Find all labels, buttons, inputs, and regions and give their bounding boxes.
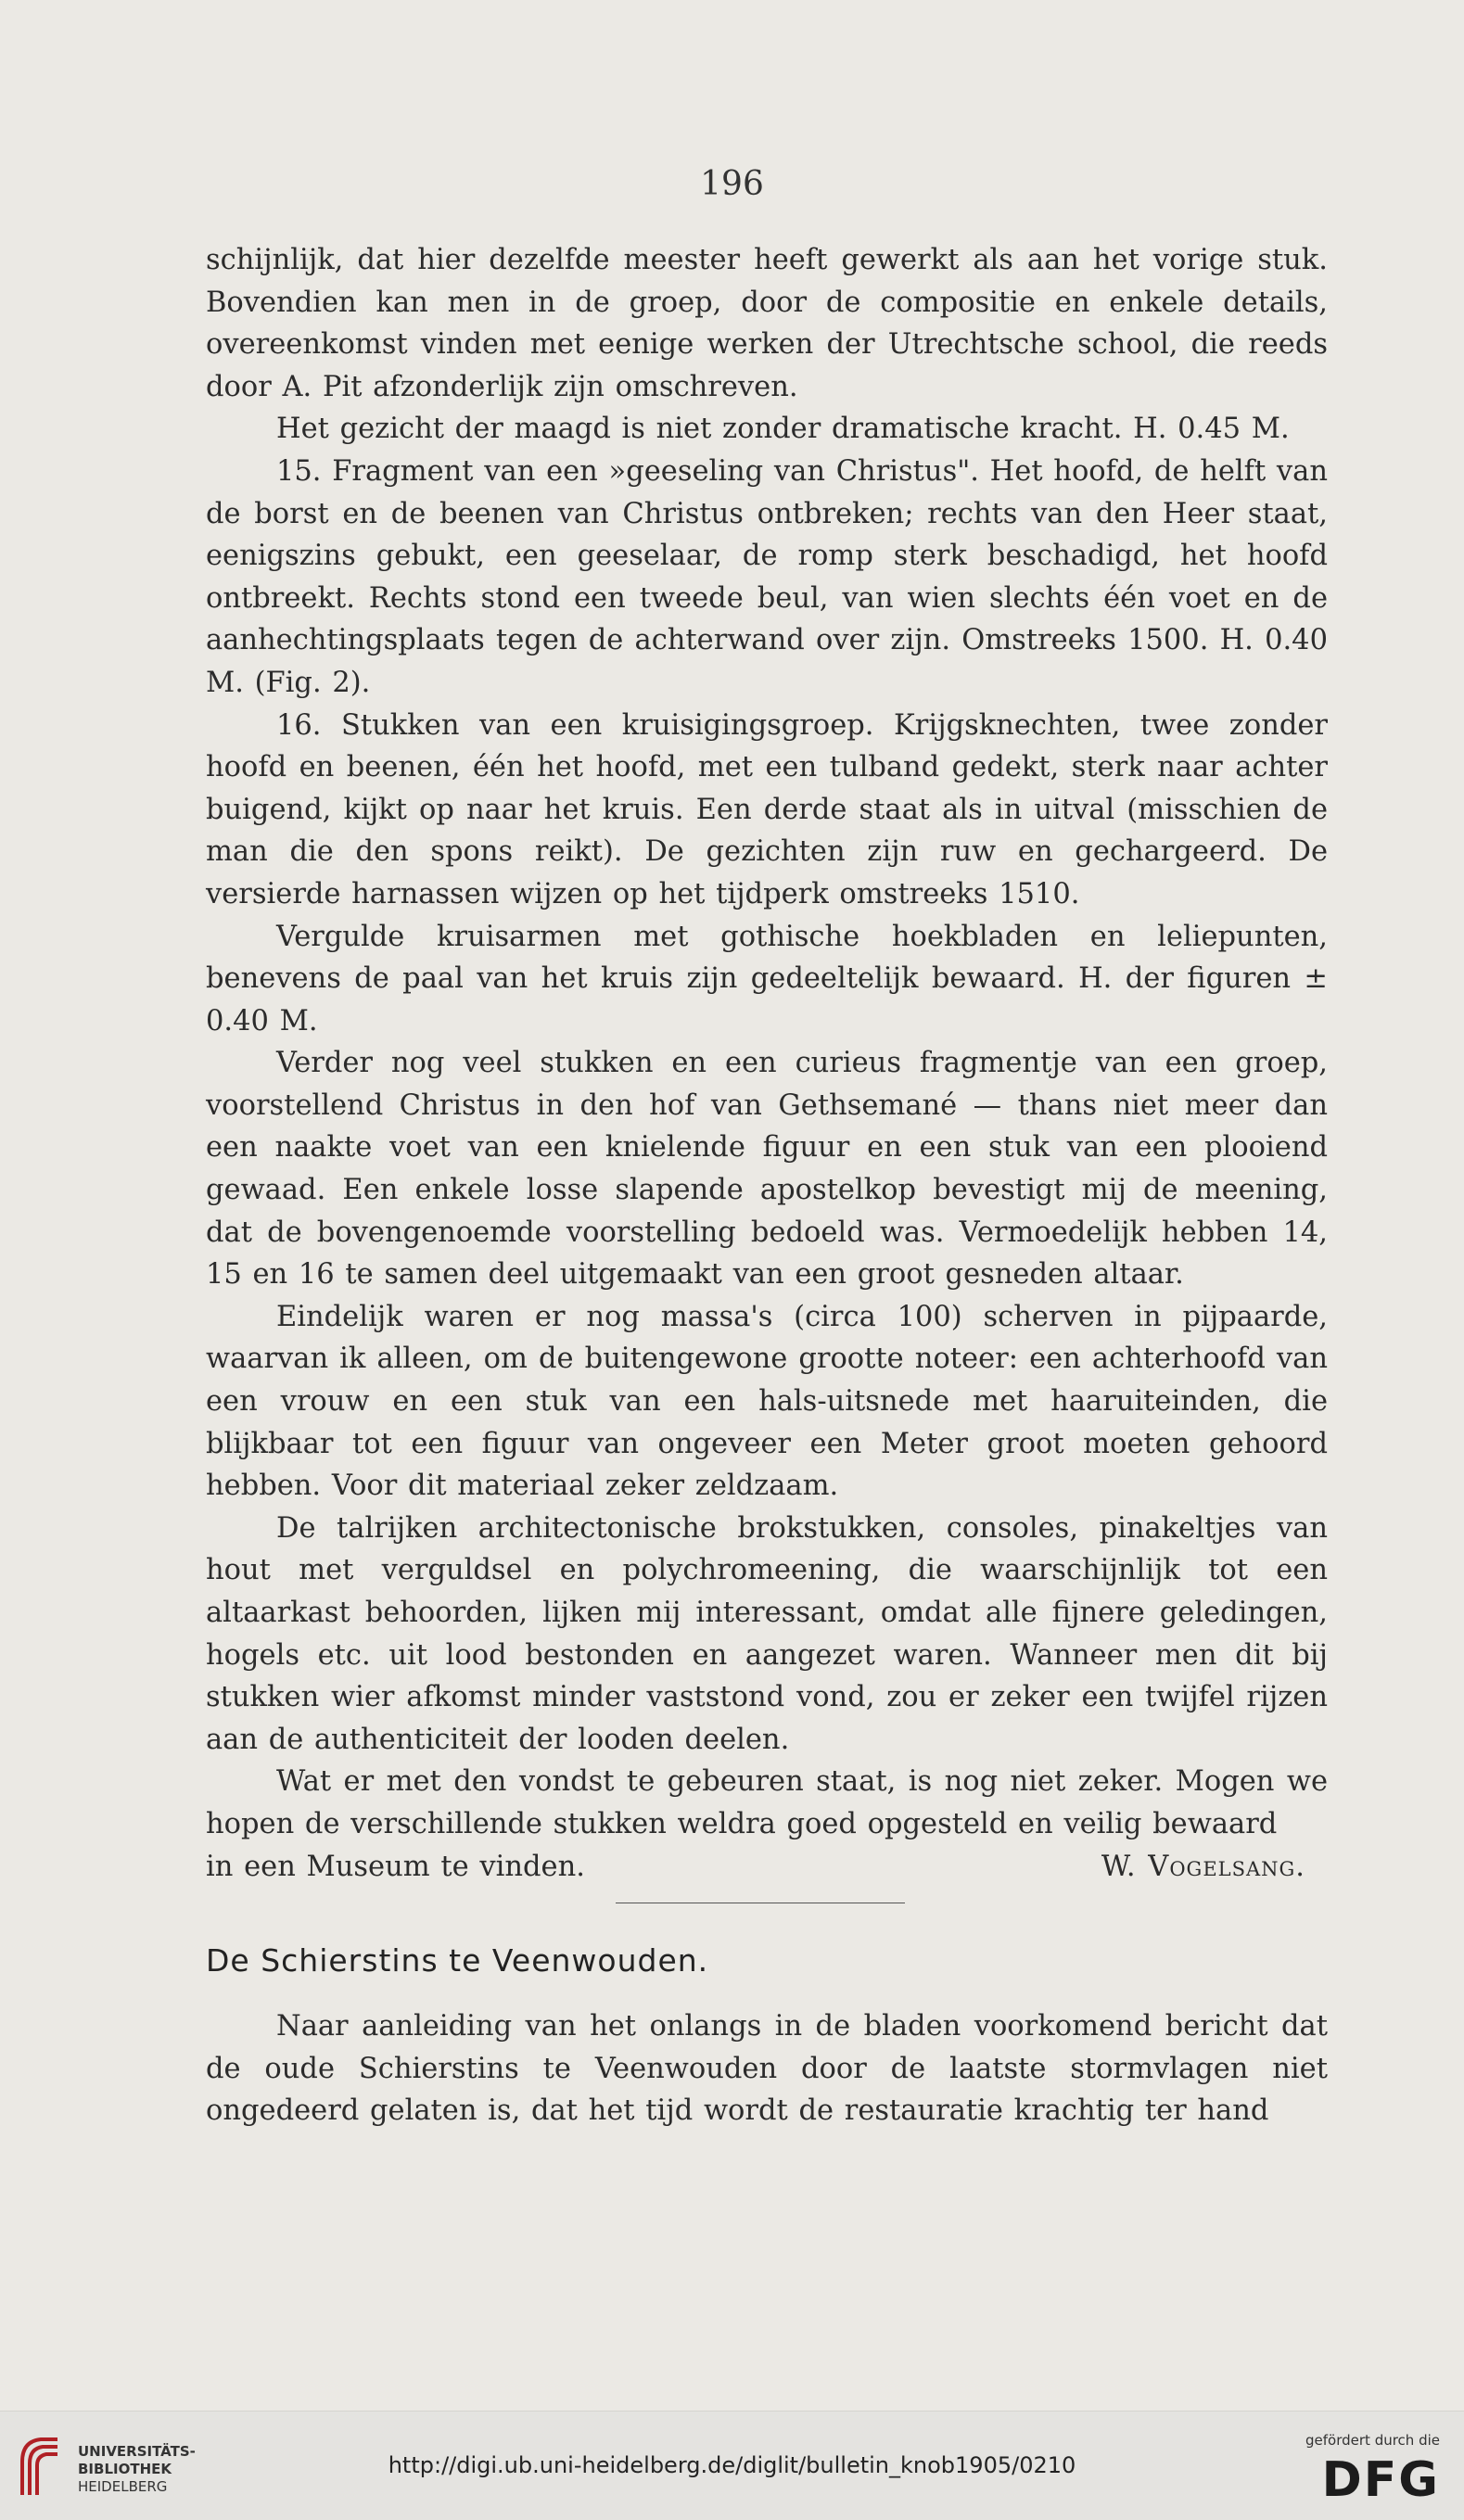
paragraph: Eindelijk waren er nog massa's (circa 100) scherven in pijpaarde, waarvan ik alleen, om de buitengewone grootte noteer: een achterhoofd van een vrouw en een stuk van een hals-uitsnede met haaruiteinden, die blijkbaar tot een figuur van ongeveer een Meter groot moeten gehoord hebben. Voor dit materiaal zeker zeldzaam. xyxy=(206,1300,1328,1503)
signoff-line xyxy=(206,1846,1328,1889)
closing-last-line: in een Museum te vinden. xyxy=(206,1850,585,1883)
paragraph: schijnlijk, dat hier dezelfde meester heeft gewerkt als aan het vorige stuk. Bovendien kan men in de groep, door de compositie en enkele details, overeenkomst vinden met eenige werken der Utrechtsche school, die reeds door A. Pit afzonderlijk zijn omschreven. xyxy=(206,244,1328,403)
article2-body xyxy=(206,2005,1328,2132)
author-signature: W. Vogelsang. xyxy=(1101,1850,1305,1883)
article-body xyxy=(206,239,1328,1888)
paragraph: De talrijken architectonische brokstukken, consoles, pinakeltjes van hout met verguldsel en polychromeening, die waarschijnlijk tot een altaarkast behoorden, lijken mij interessant, omdat alle fijnere geledingen, hogels etc. uit lood bestonden en aangezet waren. Wanneer men dit bij stukken wier afkomst minder vaststond vond, zou er zeker een twijfel rijzen aan de authenticiteit der looden deelen. xyxy=(206,1511,1328,1756)
paragraph: Het gezicht der maagd is niet zonder dramatische kracht. H. 0.45 M. xyxy=(276,413,1290,446)
library-line: HEIDELBERG xyxy=(78,2478,168,2495)
dfg-logo: DFG xyxy=(1321,2452,1440,2508)
paragraph: Naar aanleiding van het onlangs in de bladen voorkomend bericht dat de oude Schierstins te Veenwouden door de laatste stormvlagen niet ongedeerd gelaten is, dat het tijd wordt de restauratie krachtig ter hand xyxy=(206,2010,1328,2128)
funded-by-label: gefördert durch die xyxy=(1305,2432,1440,2449)
library-line: UNIVERSITÄTS- xyxy=(78,2443,196,2460)
library-line: BIBLIOTHEK xyxy=(78,2461,172,2477)
paragraph: 15. Fragment van een »geeseling van Christus". Het hoofd, de helft van de borst en de beenen van Christus ontbreken; rechts van den Heer staat, eenigszins gebukt, een geeselaar, de romp sterk beschadigd, het hoofd ontbreekt. Rechts stond een tweede beul, van wien slechts één voet en de aanhechtingsplaats tegen de achterwand over zijn. Omstreeks 1500. H. 0.40 M. (Fig. 2). xyxy=(206,454,1328,699)
paragraph: Vergulde kruisarmen met gothische hoekbladen en leliepunten, benevens de paal van het kruis zijn gedeeltelijk bewaard. H. der figuren ± 0.40 M. xyxy=(206,920,1328,1037)
viewer-footer xyxy=(0,2411,1464,2520)
closing-paragraph: Wat er met den vondst te gebeuren staat, is nog niet zeker. Mogen we hopen de verschillende stukken weldra goed opgesteld en veilig bewaard xyxy=(206,1765,1328,1840)
paragraph: 16. Stukken van een kruisigingsgroep. Krijgsknechten, twee zonder hoofd en beenen, één het hoofd, met een tulband gedekt, sterk naar achter buigend, kijkt op naar het kruis. Een derde staat als in uitval (misschien de man die den spons reikt). De gezichten zijn ruw en gechargeerd. De versierde harnassen wijzen op het tijdperk omstreeks 1510. xyxy=(206,708,1328,910)
permalink-url[interactable]: http://digi.ub.uni-heidelberg.de/diglit/bulletin_knob1905/0210 xyxy=(388,2452,1076,2478)
paragraph: Verder nog veel stukken en een curieus fragmentje van een groep, voorstellend Christus in den hof van Gethsemané — thans niet meer dan een naakte voet van een knielende figuur en een stuk van een plooiend gewaad. Een enkele losse slapende apostelkop bevestigt mij de meening, dat de bovengenoemde voorstelling bedoeld was. Vermoedelijk hebben 14, 15 en 16 te samen deel uitgemaakt van een groot gesneden altaar. xyxy=(206,1047,1328,1292)
article-heading: De Schierstins te Veenwouden. xyxy=(206,1942,709,1979)
page-number: 196 xyxy=(700,165,764,203)
